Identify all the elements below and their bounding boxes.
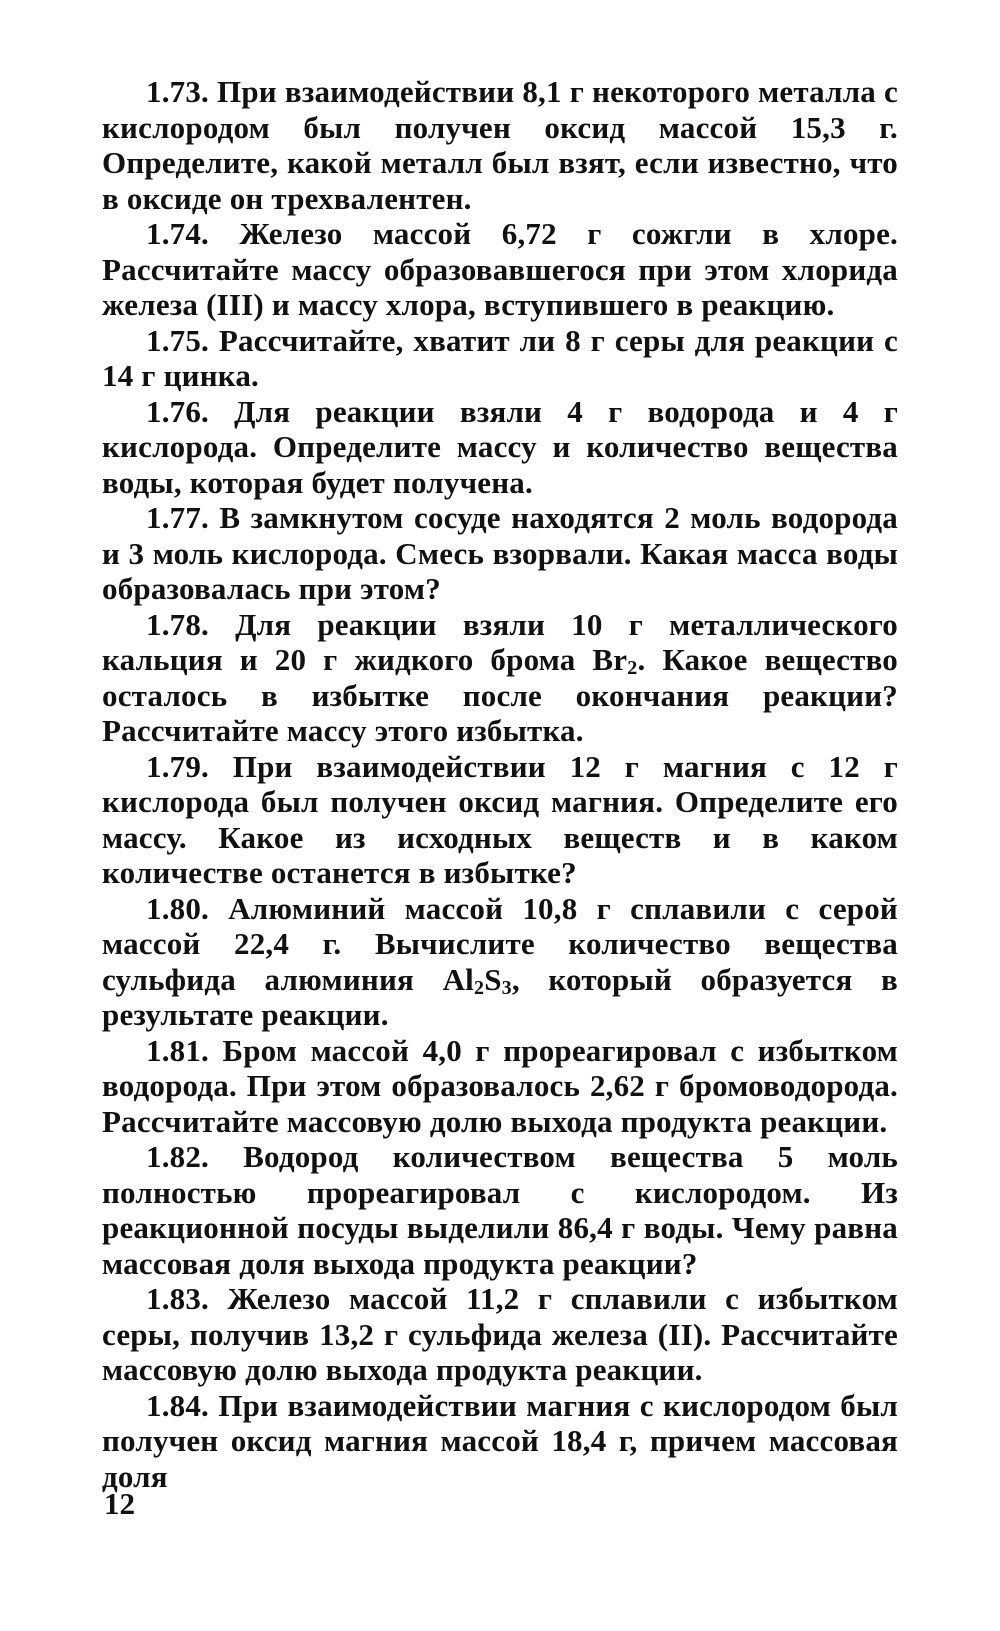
problem-1-79: [102, 749, 898, 891]
problem-number: 1.79.: [146, 748, 209, 784]
problem-1-74: [102, 216, 898, 323]
problem-text: Водород количеством вещества 5 моль полностью прореагировал с кислородом. Из реакционной посуды выделили 86,4 г воды. Чему равна массовая доля выхода продукта реакции?: [102, 1139, 899, 1281]
problem-number: 1.80.: [146, 890, 209, 926]
formula-element: S: [484, 961, 502, 997]
problem-text: Бром массой 4,0 г прореагировал с избытком водорода. При этом образовалось 2,62 г бромоводорода. Рассчитайте массовую долю выхода продукта реакции.: [102, 1032, 898, 1139]
problem-text: Для реакции взяли 4 г водорода и 4 г кислорода. Определите массу и количество вещества воды, которая будет получена.: [102, 393, 898, 500]
formula-subscript: 3: [501, 976, 512, 999]
problem-1-75: [102, 323, 898, 394]
problem-text: При взаимодействии 8,1 г некоторого металла с кислородом был получен оксид массой 15,3 г. Определите, какой металл был взят, если известно, что в оксиде он трехвалентен.: [102, 74, 898, 216]
problem-text: В замкнутом сосуде находятся 2 моль водорода и 3 моль кислорода. Смесь взорвали. Какая масса воды образовалась при этом?: [102, 500, 898, 606]
problem-text-before: Для реакции взяли 10 г металлического кальция и 20 г жидкого брома Br: [102, 606, 898, 677]
problem-1-73: [102, 74, 898, 216]
problem-number: 1.77.: [146, 500, 209, 535]
problem-number: 1.76.: [146, 393, 209, 429]
formula-subscript: 2: [627, 657, 638, 679]
problem-text-after: . Какое вещество осталось в избытке после окончания реакции? Рассчитайте массу этого избытка.: [102, 642, 898, 748]
problem-number: 1.81.: [146, 1032, 209, 1068]
problem-1-76: [102, 394, 898, 501]
problem-number: 1.75.: [146, 322, 209, 358]
problem-1-84: [102, 1388, 898, 1495]
problem-text: Рассчитайте, хватит ли 8 г серы для реакции с 14 г цинка.: [102, 322, 899, 393]
problem-number: 1.78.: [146, 606, 209, 642]
problem-number: 1.83.: [146, 1281, 209, 1316]
problem-1-80: [102, 891, 898, 1033]
problem-text: При взаимодействии магния с кислородом был получен оксид магния массой 18,4 г, причем массовая доля: [102, 1387, 898, 1494]
problem-number: 1.82.: [146, 1139, 209, 1174]
problem-text: Железо массой 11,2 г сплавили с избытком серы, получив 13,2 г сульфида железа (II). Рассчитайте массовую долю выхода продукта реакции.: [102, 1281, 898, 1387]
problem-1-81: [102, 1033, 898, 1140]
problem-1-83: [102, 1281, 898, 1388]
problem-text: Железо массой 6,72 г сожгли в хлоре. Рассчитайте массу образовавшегося при этом хлорида железа (III) и массу хлора, вступившего в реакцию.: [102, 216, 898, 322]
problem-text: При взаимодействии 12 г магния с 12 г кислорода был получен оксид магния. Определите его массу. Какое из исходных веществ и в каком количестве останется в избытке?: [102, 748, 899, 890]
problem-number: 1.73.: [146, 74, 209, 109]
problem-number: 1.74.: [146, 216, 209, 251]
page-content: [102, 74, 898, 1494]
formula-subscript: 2: [474, 976, 485, 999]
problem-number: 1.84.: [146, 1387, 209, 1423]
problem-1-78: [102, 607, 898, 749]
problem-text-before: Алюминий массой 10,8 г сплавили с серой массой 22,4 г. Вычислите количество вещества сульфида алюминия Al: [102, 890, 898, 997]
problem-text-after: , который образуется в результате реакции.: [102, 961, 898, 1032]
problem-1-82: [102, 1139, 898, 1281]
problem-1-77: [102, 500, 898, 607]
page-number: 12: [104, 1486, 135, 1521]
